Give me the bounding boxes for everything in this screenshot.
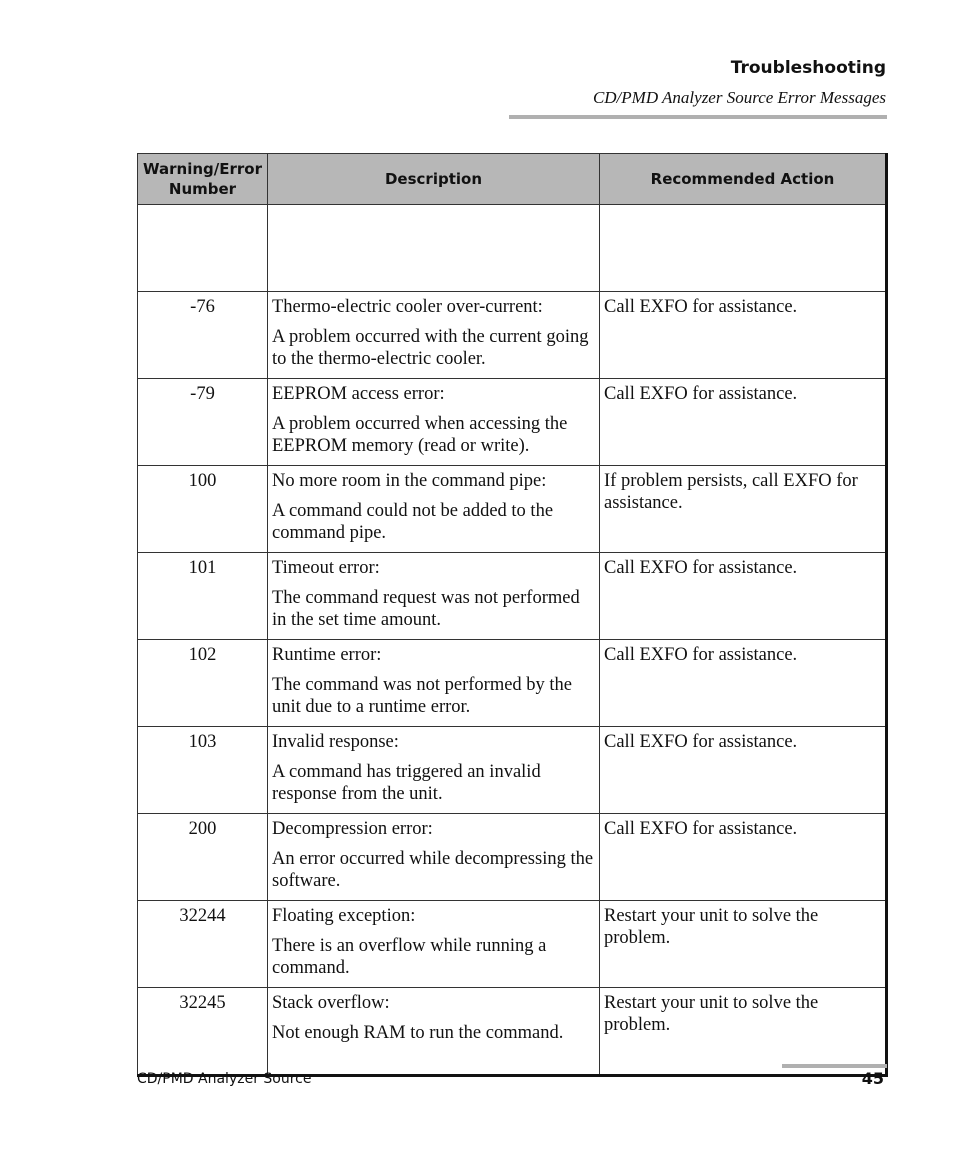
table-header-row (138, 154, 887, 205)
recommended-action-cell: Call EXFO for assistance. (600, 292, 887, 379)
error-title: Stack overflow: (272, 993, 390, 1013)
error-description: A command has triggered an invalid response from the unit. (272, 762, 541, 804)
description-cell (268, 640, 600, 727)
error-title: Runtime error: (272, 645, 382, 665)
table-row (138, 379, 887, 466)
error-number-cell: 101 (138, 553, 268, 640)
recommended-action-cell: Call EXFO for assistance. (600, 814, 887, 901)
column-header-description: Description (268, 154, 600, 205)
footer-rule (782, 1064, 887, 1068)
error-title: Invalid response: (272, 732, 399, 752)
section-title: Troubleshooting (730, 58, 886, 78)
table-row (138, 553, 887, 640)
error-number-cell: 103 (138, 727, 268, 814)
table-row (138, 466, 887, 553)
error-number-cell: 102 (138, 640, 268, 727)
header-rule (509, 115, 887, 119)
recommended-action-cell: Call EXFO for assistance. (600, 727, 887, 814)
description-cell (268, 901, 600, 988)
error-title: Decompression error: (272, 819, 433, 839)
error-description: An error occurred while decompressing the software. (272, 849, 594, 891)
error-title: Floating exception: (272, 906, 416, 926)
error-title: EEPROM access error: (272, 384, 445, 404)
description-cell (268, 553, 600, 640)
recommended-action-cell: If problem persists, call EXFO for assistance. (600, 466, 887, 553)
error-number-cell: -79 (138, 379, 268, 466)
error-title: No more room in the command pipe: (272, 471, 547, 491)
error-description: A command could not be added to the command pipe. (272, 501, 554, 543)
recommended-action-cell: Restart your unit to solve the problem. (600, 901, 887, 988)
table-row (138, 640, 887, 727)
description-cell (268, 988, 600, 1076)
error-description: A problem occurred when accessing the EEPROM memory (read or write). (272, 414, 568, 456)
description-cell (268, 292, 600, 379)
error-description: The command request was not performed in the set time amount. (272, 588, 580, 630)
table-row (138, 292, 887, 379)
page-number: 45 (861, 1069, 884, 1088)
footer-document-name: CD/PMD Analyzer Source (137, 1071, 312, 1087)
error-number-cell: 32244 (138, 901, 268, 988)
error-description: There is an overflow while running a command. (272, 936, 547, 978)
error-number-cell: 200 (138, 814, 268, 901)
error-messages-table (137, 153, 888, 1077)
error-description: Not enough RAM to run the command. (272, 1023, 564, 1043)
error-description: The command was not performed by the unit due to a runtime error. (272, 675, 573, 717)
section-subtitle: CD/PMD Analyzer Source Error Messages (592, 88, 886, 107)
description-cell (268, 379, 600, 466)
recommended-action-cell: Call EXFO for assistance. (600, 640, 887, 727)
table-row (138, 988, 887, 1076)
error-number-cell: 100 (138, 466, 268, 553)
error-number-cell: -76 (138, 292, 268, 379)
column-header-action: Recommended Action (600, 154, 887, 205)
error-description: A problem occurred with the current going to the thermo-electric cooler. (272, 327, 589, 369)
column-header-number: Warning/Error Number (138, 154, 268, 205)
recommended-action-cell: Call EXFO for assistance. (600, 553, 887, 640)
recommended-action-cell: Restart your unit to solve the problem. (600, 988, 887, 1076)
error-title: Timeout error: (272, 558, 380, 578)
table-row (138, 727, 887, 814)
table-row (138, 901, 887, 988)
description-cell (268, 466, 600, 553)
recommended-action-cell: Call EXFO for assistance. (600, 379, 887, 466)
header-spacer-row (138, 205, 887, 292)
table-row (138, 814, 887, 901)
error-title: Thermo-electric cooler over-current: (272, 297, 543, 317)
description-cell (268, 814, 600, 901)
error-number-cell: 32245 (138, 988, 268, 1076)
description-cell (268, 727, 600, 814)
